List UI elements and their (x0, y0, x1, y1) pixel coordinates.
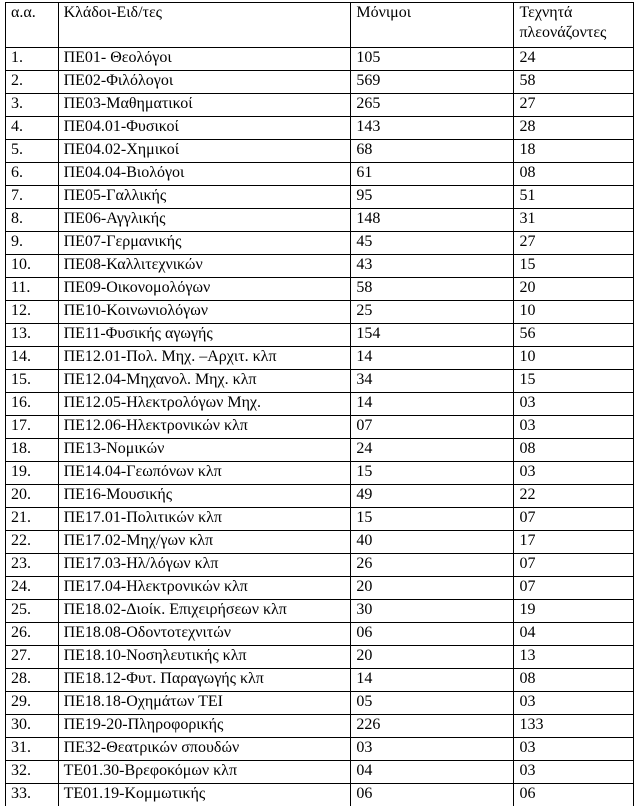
row-surplus: 10 (514, 301, 634, 324)
row-permanent: 30 (351, 600, 514, 623)
row-index: 32. (6, 761, 59, 784)
table-row (6, 738, 634, 761)
row-index: 21. (6, 508, 59, 531)
row-specialty: ΠΕ16-Μουσικής (58, 485, 351, 508)
row-index: 3. (6, 94, 59, 117)
row-specialty: ΤΕ01.19-Κομμωτικής (58, 784, 351, 806)
row-surplus: 51 (514, 186, 634, 209)
row-permanent: 20 (351, 577, 514, 600)
row-permanent: 04 (351, 761, 514, 784)
row-surplus: 27 (514, 94, 634, 117)
table-row (6, 186, 634, 209)
row-index: 24. (6, 577, 59, 600)
row-index: 16. (6, 393, 59, 416)
row-surplus: 03 (514, 462, 634, 485)
row-surplus: 03 (514, 393, 634, 416)
row-index: 2. (6, 71, 59, 94)
row-permanent: 24 (351, 439, 514, 462)
row-specialty: ΠΕ04.02-Χημικοί (58, 140, 351, 163)
row-permanent: 15 (351, 462, 514, 485)
row-surplus: 03 (514, 761, 634, 784)
header-index: α.α. (6, 3, 59, 48)
table-row (6, 692, 634, 715)
row-surplus: 18 (514, 140, 634, 163)
row-surplus: 22 (514, 485, 634, 508)
row-surplus: 28 (514, 117, 634, 140)
row-index: 25. (6, 600, 59, 623)
row-surplus: 31 (514, 209, 634, 232)
row-specialty: ΠΕ08-Καλλιτεχνικών (58, 255, 351, 278)
table-row (6, 761, 634, 784)
table-row (6, 554, 634, 577)
row-permanent: 68 (351, 140, 514, 163)
table-row (6, 301, 634, 324)
row-permanent: 148 (351, 209, 514, 232)
table-row (6, 623, 634, 646)
row-permanent: 15 (351, 508, 514, 531)
row-specialty: ΠΕ17.02-Μηχ/γων κλπ (58, 531, 351, 554)
row-specialty: ΠΕ02-Φιλόλογοι (58, 71, 351, 94)
row-permanent: 143 (351, 117, 514, 140)
row-index: 15. (6, 370, 59, 393)
header-permanent: Μόνιμοι (351, 3, 514, 48)
table-header-row (6, 3, 634, 48)
table-row (6, 669, 634, 692)
table-row (6, 715, 634, 738)
row-index: 12. (6, 301, 59, 324)
table-row (6, 393, 634, 416)
row-permanent: 43 (351, 255, 514, 278)
row-specialty: ΠΕ11-Φυσικής αγωγής (58, 324, 351, 347)
table-row (6, 117, 634, 140)
row-specialty: ΠΕ12.01-Πολ. Μηχ. –Αρχιτ. κλπ (58, 347, 351, 370)
row-surplus: 17 (514, 531, 634, 554)
row-permanent: 06 (351, 784, 514, 806)
row-specialty: ΠΕ14.04-Γεωπόνων κλπ (58, 462, 351, 485)
row-specialty: ΠΕ18.02-Διοίκ. Επιχειρήσεων κλπ (58, 600, 351, 623)
row-specialty: ΠΕ18.12-Φυτ. Παραγωγής κλπ (58, 669, 351, 692)
row-surplus: 03 (514, 738, 634, 761)
row-index: 5. (6, 140, 59, 163)
table-row (6, 531, 634, 554)
table-row (6, 94, 634, 117)
table-row (6, 600, 634, 623)
row-index: 26. (6, 623, 59, 646)
row-surplus: 24 (514, 48, 634, 71)
row-specialty: ΠΕ04.04-Βιολόγοι (58, 163, 351, 186)
table-row (6, 508, 634, 531)
row-surplus: 15 (514, 370, 634, 393)
row-specialty: ΠΕ09-Οικονομολόγων (58, 278, 351, 301)
row-surplus: 19 (514, 600, 634, 623)
row-surplus: 20 (514, 278, 634, 301)
table-body (6, 48, 634, 806)
row-specialty: ΠΕ12.04-Μηχανολ. Μηχ. κλπ (58, 370, 351, 393)
row-index: 22. (6, 531, 59, 554)
table-row (6, 370, 634, 393)
row-specialty: ΠΕ13-Νομικών (58, 439, 351, 462)
teachers-table (5, 2, 634, 806)
table-row (6, 71, 634, 94)
row-permanent: 34 (351, 370, 514, 393)
table-row (6, 278, 634, 301)
row-permanent: 14 (351, 347, 514, 370)
table-row (6, 462, 634, 485)
row-surplus: 13 (514, 646, 634, 669)
row-specialty: ΠΕ19-20-Πληροφορικής (58, 715, 351, 738)
row-surplus: 08 (514, 163, 634, 186)
table-row (6, 255, 634, 278)
row-surplus: 10 (514, 347, 634, 370)
row-specialty: ΠΕ17.01-Πολιτικών κλπ (58, 508, 351, 531)
row-permanent: 03 (351, 738, 514, 761)
row-surplus: 08 (514, 439, 634, 462)
row-permanent: 14 (351, 669, 514, 692)
row-permanent: 265 (351, 94, 514, 117)
row-surplus: 03 (514, 692, 634, 715)
row-specialty: ΠΕ18.08-Οδοντοτεχνιτών (58, 623, 351, 646)
row-surplus: 15 (514, 255, 634, 278)
row-permanent: 05 (351, 692, 514, 715)
row-index: 8. (6, 209, 59, 232)
row-surplus: 06 (514, 784, 634, 806)
row-specialty: ΠΕ18.10-Νοσηλευτικής κλπ (58, 646, 351, 669)
row-index: 20. (6, 485, 59, 508)
row-index: 4. (6, 117, 59, 140)
row-surplus: 04 (514, 623, 634, 646)
row-specialty: ΤΕ01.30-Βρεφοκόμων κλπ (58, 761, 351, 784)
row-specialty: ΠΕ10-Κοινωνιολόγων (58, 301, 351, 324)
row-index: 18. (6, 439, 59, 462)
table-row (6, 485, 634, 508)
row-specialty: ΠΕ03-Μαθηματικοί (58, 94, 351, 117)
table-row (6, 439, 634, 462)
row-index: 19. (6, 462, 59, 485)
row-permanent: 07 (351, 416, 514, 439)
row-index: 13. (6, 324, 59, 347)
row-index: 30. (6, 715, 59, 738)
row-permanent: 154 (351, 324, 514, 347)
table-row (6, 577, 634, 600)
header-specialty: Κλάδοι-Ειδ/τες (58, 3, 351, 48)
row-specialty: ΠΕ18.18-Οχημάτων ΤΕΙ (58, 692, 351, 715)
row-permanent: 95 (351, 186, 514, 209)
row-specialty: ΠΕ17.03-Ηλ/λόγων κλπ (58, 554, 351, 577)
table-row (6, 646, 634, 669)
row-permanent: 26 (351, 554, 514, 577)
row-permanent: 61 (351, 163, 514, 186)
row-index: 23. (6, 554, 59, 577)
row-specialty: ΠΕ12.06-Ηλεκτρονικών κλπ (58, 416, 351, 439)
row-specialty: ΠΕ17.04-Ηλεκτρονικών κλπ (58, 577, 351, 600)
row-permanent: 14 (351, 393, 514, 416)
row-permanent: 49 (351, 485, 514, 508)
row-index: 27. (6, 646, 59, 669)
row-permanent: 105 (351, 48, 514, 71)
row-permanent: 45 (351, 232, 514, 255)
row-index: 7. (6, 186, 59, 209)
row-permanent: 25 (351, 301, 514, 324)
table-row (6, 232, 634, 255)
row-surplus: 07 (514, 577, 634, 600)
table-row (6, 48, 634, 71)
row-index: 6. (6, 163, 59, 186)
row-surplus: 03 (514, 416, 634, 439)
row-index: 14. (6, 347, 59, 370)
table-row (6, 784, 634, 806)
row-permanent: 58 (351, 278, 514, 301)
row-index: 17. (6, 416, 59, 439)
row-specialty: ΠΕ06-Αγγλικής (58, 209, 351, 232)
row-permanent: 226 (351, 715, 514, 738)
table-row (6, 347, 634, 370)
row-specialty: ΠΕ12.05-Ηλεκτρολόγων Μηχ. (58, 393, 351, 416)
row-surplus: 27 (514, 232, 634, 255)
row-permanent: 20 (351, 646, 514, 669)
row-specialty: ΠΕ04.01-Φυσικοί (58, 117, 351, 140)
row-index: 9. (6, 232, 59, 255)
row-surplus: 08 (514, 669, 634, 692)
table-row (6, 209, 634, 232)
header-surplus: Τεχνητά πλεονάζοντες (514, 3, 634, 48)
row-surplus: 133 (514, 715, 634, 738)
row-index: 10. (6, 255, 59, 278)
row-index: 29. (6, 692, 59, 715)
table-row (6, 163, 634, 186)
row-index: 11. (6, 278, 59, 301)
row-index: 1. (6, 48, 59, 71)
table-row (6, 324, 634, 347)
row-index: 33. (6, 784, 59, 806)
row-index: 31. (6, 738, 59, 761)
row-specialty: ΠΕ07-Γερμανικής (58, 232, 351, 255)
row-surplus: 56 (514, 324, 634, 347)
row-index: 28. (6, 669, 59, 692)
row-specialty: ΠΕ32-Θεατρικών σπουδών (58, 738, 351, 761)
row-permanent: 40 (351, 531, 514, 554)
row-specialty: ΠΕ01- Θεολόγοι (58, 48, 351, 71)
table-row (6, 416, 634, 439)
row-permanent: 06 (351, 623, 514, 646)
row-specialty: ΠΕ05-Γαλλικής (58, 186, 351, 209)
row-permanent: 569 (351, 71, 514, 94)
table-row (6, 140, 634, 163)
row-surplus: 07 (514, 554, 634, 577)
row-surplus: 07 (514, 508, 634, 531)
row-surplus: 58 (514, 71, 634, 94)
